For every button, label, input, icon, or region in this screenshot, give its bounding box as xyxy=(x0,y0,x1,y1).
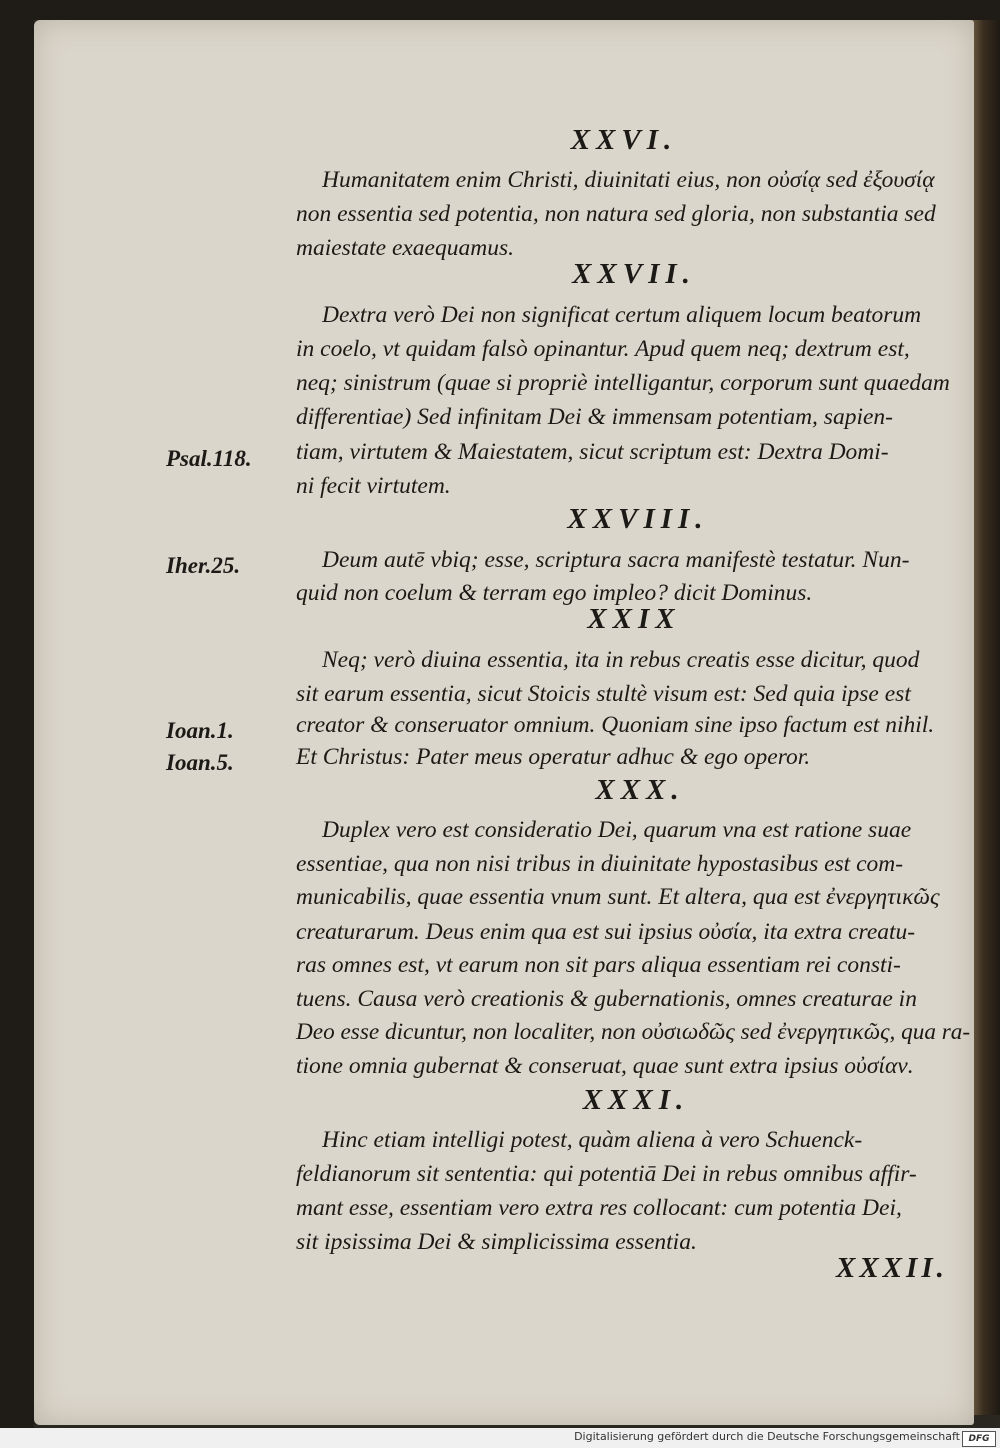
section-heading-xxvi: XXVI. xyxy=(570,124,678,156)
funding-notice: Digitalisierung gefördert durch die Deutsche Forschungsgemeinschaft xyxy=(574,1430,960,1443)
text-line: tiam, virtutem & Maiestatem, sicut scriptum est: Dextra Domi- xyxy=(296,439,889,465)
text-line: mant esse, essentiam vero extra res collocant: cum potentia Dei, xyxy=(296,1195,902,1221)
text-line: Et Christus: Pater meus operatur adhuc & ego operor. xyxy=(296,744,811,770)
text-line: municabilis, quae essentia vnum sunt. Et altera, qua est ἐνεργητικῶς xyxy=(296,884,940,910)
scan-border-left xyxy=(0,0,34,1428)
text-line: sit ipsissima Dei & simplicissima essentia. xyxy=(296,1229,697,1255)
dfg-logo-icon: DFG xyxy=(962,1431,996,1447)
text-line: differentiae) Sed infinitam Dei & immensam potentiam, sapien- xyxy=(296,404,893,430)
margin-note: Ioan.1. xyxy=(166,718,234,743)
footer-bar xyxy=(0,1428,1000,1448)
section-heading-xxxi: XXXI. xyxy=(582,1084,690,1116)
text-line: tione omnia gubernat & conseruat, quae sunt extra ipsius οὐσίαν. xyxy=(296,1053,914,1079)
scan-border-top xyxy=(0,0,1000,20)
text-line: maiestate exaequamus. xyxy=(296,235,514,261)
text-line: neq; sinistrum (quae si propriè intelligantur, corporum sunt quaedam xyxy=(296,370,950,396)
text-line: in coelo, vt quidam falsò opinantur. Apud quem neq; dextrum est, xyxy=(296,336,910,362)
text-line: tuens. Causa verò creationis & gubernationis, omnes creaturae in xyxy=(296,986,917,1012)
text-line: feldianorum sit sententia: qui potentiā Dei in rebus omnibus affir- xyxy=(296,1161,917,1187)
text-line: Neq; verò diuina essentia, ita in rebus creatis esse dicitur, quod xyxy=(322,647,920,673)
text-line: Dextra verò Dei non significat certum aliquem locum beatorum xyxy=(322,302,922,328)
text-line: ras omnes est, vt earum non sit pars aliqua essentiam rei consti- xyxy=(296,952,901,978)
text-line: Hinc etiam intelligi potest, quàm aliena à vero Schuenck- xyxy=(322,1127,863,1153)
section-heading-xxviii: XXVIII. xyxy=(567,503,709,535)
section-heading-xxvii: XXVII. xyxy=(572,258,696,290)
margin-note: Ioan.5. xyxy=(166,750,234,775)
text-line: Humanitatem enim Christi, diuinitati eius, non οὐσίᾳ sed ἐξουσίᾳ xyxy=(322,167,935,193)
book-spine-edge xyxy=(972,20,1000,1415)
text-line: creator & conseruator omnium. Quoniam sine ipso factum est nihil. xyxy=(296,712,935,738)
text-line: creaturarum. Deus enim qua est sui ipsius οὐσία, ita extra creatu- xyxy=(296,919,916,945)
text-line: sit earum essentia, sicut Stoicis stultè visum est: Sed quia ipse est xyxy=(296,681,911,707)
text-line: essentiae, qua non nisi tribus in diuinitate hypostasibus est com- xyxy=(296,851,904,877)
text-line: Duplex vero est consideratio Dei, quarum vna est ratione suae xyxy=(322,817,912,843)
section-heading-xxix: XXIX xyxy=(587,603,681,635)
catchword: XXXII. xyxy=(836,1252,948,1284)
text-line: quid non coelum & terram ego impleo? dicit Dominus. xyxy=(296,580,813,606)
text-line: Deum autē vbiq; esse, scriptura sacra manifestè testatur. Nun- xyxy=(322,547,910,573)
margin-note: Iher.25. xyxy=(166,553,241,578)
text-line: ni fecit virtutem. xyxy=(296,473,451,499)
section-heading-xxx: XXX. xyxy=(595,774,685,806)
text-line: Deo esse dicuntur, non localiter, non οὐσιωδῶς sed ἐνεργητικῶς, qua ra- xyxy=(296,1019,971,1045)
text-line: non essentia sed potentia, non natura sed gloria, non substantia sed xyxy=(296,201,936,227)
margin-note: Psal.118. xyxy=(166,446,252,471)
